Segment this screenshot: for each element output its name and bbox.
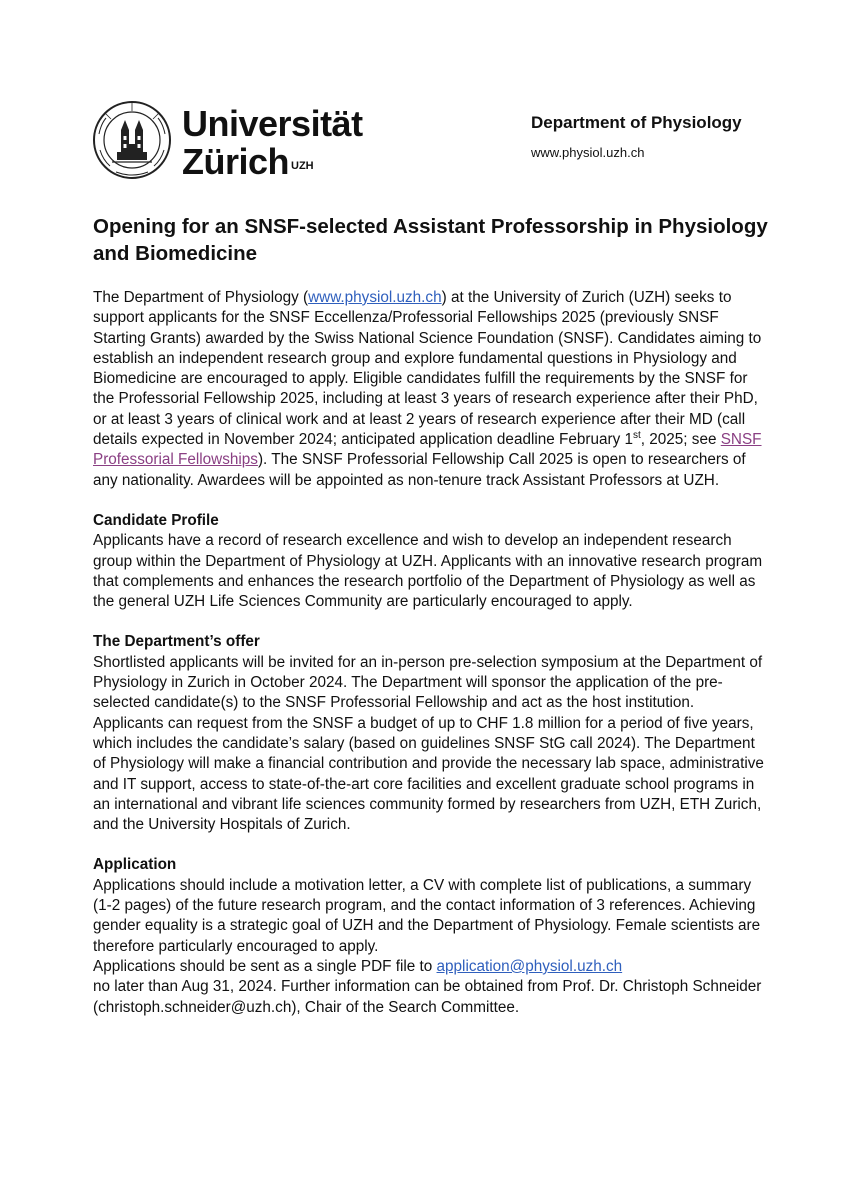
page-title: Opening for an SNSF-selected Assistant Professorship in Physiology and Biomedicine <box>93 215 768 265</box>
university-logo <box>92 100 363 184</box>
university-name-line1: Universität <box>182 103 363 144</box>
department-offer-text: Shortlisted applicants will be invited for an in-person pre-selection symposium at the Department of Physiology in Zurich in October 2024. The Department will sponsor the application of the pre-selected candidate(s) to the SNSF Professorial Fellowship and act as the host institution. Applicants can request from the SNSF a budget of up to CHF 1.8 million for a period of five years, which includes the candidate’s salary (based on guidelines SNSF StG call 2024). The Department of Physiology will make a financial contribution and provide the necessary lab space, administrative and IT support, access to state-of-the-art core facilities and excellent graduate school programs in an international and vibrant life sciences community formed by researchers from UZH, ETH Zurich, and the University Hospitals of Zurich. <box>93 653 764 834</box>
snsf-fellowships-link[interactable]: SNSF Professorial Fellowships <box>93 431 762 469</box>
ordinal-suffix: st <box>633 429 641 441</box>
intro-text-3: , 2025; see <box>640 431 721 449</box>
department-website-link[interactable]: www.physiol.uzh.ch <box>308 289 442 306</box>
department-url: www.physiol.uzh.ch <box>531 145 645 160</box>
intro-paragraph <box>93 288 765 491</box>
university-name-line2-wrap <box>182 141 363 182</box>
application-email-link[interactable]: application@physiol.uzh.ch <box>436 957 623 975</box>
application-send-line <box>93 957 765 977</box>
university-wordmark <box>182 103 363 182</box>
intro-text-2: ) at the University of Zurich (UZH) seeks to support applicants for the SNSF Eccellenza/Professorial Fellowships 2025 (previously SNSF Starting Grants) awarded by the Swiss National Science Foundation (SNSF). Candidates aiming to establish an independent research group and explore fundamental questions in Physiology and Biomedicine are encouraged to apply. Eligible candidates fulfill the requirements by the SNSF for the Professorial Fellowship 2025, including at least 3 years of research experience after their PhD, or at least 3 years of clinical work and at least 2 years of research experience after their MD (call details expected in November 2024; anticipated application deadline February 1 <box>93 289 762 449</box>
application-text: Applications should include a motivation letter, a CV with complete list of publications, a summary (1-2 pages) of the future research program, and the contact information of 3 references. Achieving gender equality is a strategic goal of UZH and the Department of Physiology. Female scientists are therefore particularly encouraged to apply. <box>93 876 761 955</box>
intro-text-4: ). The SNSF Professorial Fellowship Call 2025 is open to researchers of any nationality. Awardees will be appointed as non-tenure track Assistant Professors at UZH. <box>93 451 746 489</box>
university-seal-icon <box>92 100 172 180</box>
department-name: Department of Physiology <box>531 113 742 132</box>
university-name-line2: Zürich <box>182 141 290 182</box>
application-heading: Application <box>93 856 177 874</box>
candidate-profile-heading: Candidate Profile <box>93 511 219 529</box>
department-offer-heading: The Department’s offer <box>93 633 260 651</box>
intro-text-1: The Department of Physiology ( <box>93 289 309 306</box>
application-closing: no later than Aug 31, 2024. Further information can be obtained from Prof. Dr. Christoph Schneider (christoph.schneider@uzh.ch), Chair of the Search Committee. <box>93 978 762 1016</box>
document-body <box>93 288 765 1018</box>
university-abbrev: UZH <box>291 160 314 172</box>
candidate-profile-text: Applicants have a record of research excellence and wish to develop an independent research group within the Department of Physiology at UZH. Applicants with an innovative research program that complements and enhances the research portfolio of the Department of Physiology as well as the general UZH Life Sciences Community are particularly encouraged to apply. <box>93 532 763 611</box>
send-prefix: Applications should be sent as a single PDF file to <box>93 957 437 975</box>
